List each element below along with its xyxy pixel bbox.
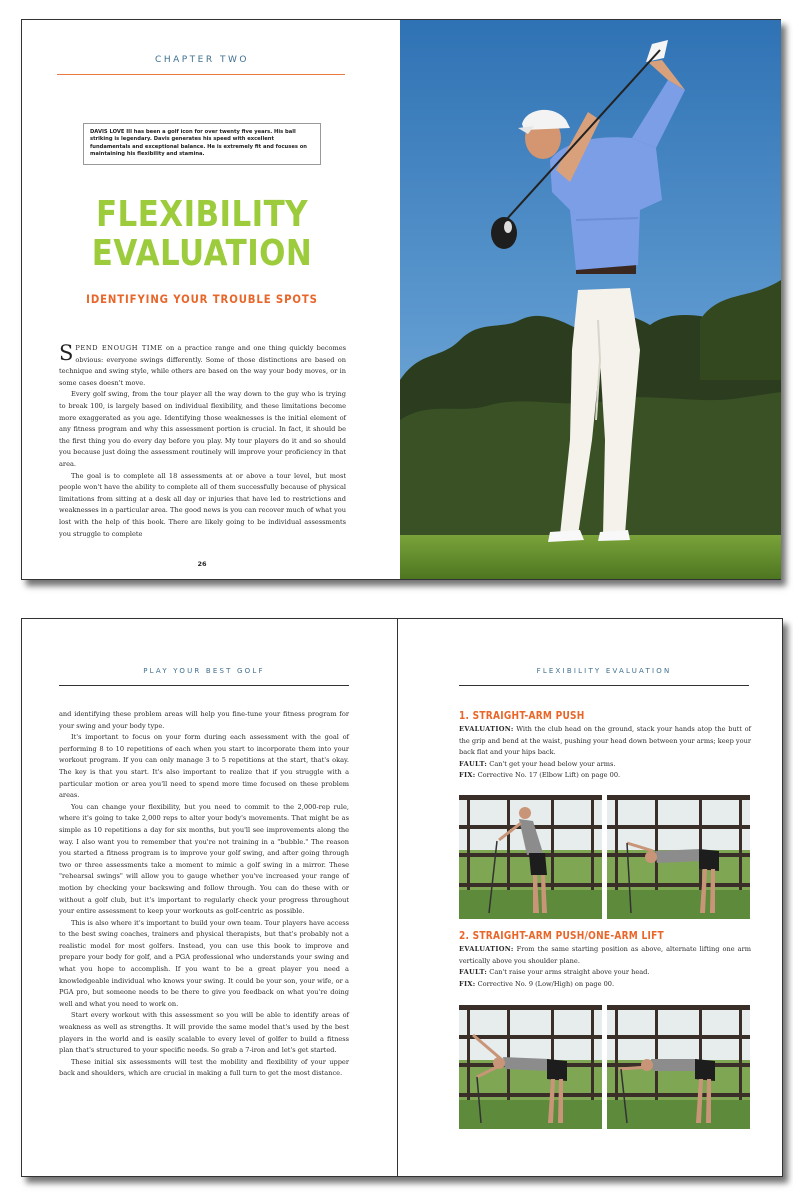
spread-exercise-pages — [21, 618, 783, 1177]
exercise-title: 1. STRAIGHT-ARM PUSH — [459, 710, 585, 722]
lead-in: PEND ENOUGH TIME — [75, 344, 163, 352]
fault-text — [459, 967, 751, 979]
evaluation-label: EVALUATION: — [459, 945, 514, 953]
chapter-title-line-1: FLEXIBILITY — [95, 194, 309, 235]
chapter-rule — [57, 74, 345, 75]
paragraph-text: on a practice range and one thing quickly becomes obvious: everyone swings differently. Some of those distinctions are based on technique and swing style, while others are based on the way your body moves, or in some cases doesn't move. — [59, 344, 346, 387]
paragraph: These initial six assessments will test the mobility and flexibility of your upper back and shoulders, which are crucial in making a full turn to get the most distance. — [59, 1057, 349, 1078]
exercise-1-photos — [459, 795, 751, 919]
paragraph: and identifying these problem areas will help you fine-tune your fitness program for your swing and your body type. — [59, 710, 349, 730]
intro-caption-box: DAVIS LOVE III has been a golf icon for over twenty five years. His ball striking is legendary. Davis generates his speed with excellent fundamentals and exceptional balance. He is extremely fit and focuses on maintaining his flexibility and stamina. — [83, 123, 321, 165]
chapter-label: CHAPTER TWO — [155, 55, 249, 65]
fault-label: FAULT: — [459, 968, 488, 977]
evaluation-body: From the same starting position as above, alternate lifting one arm vertically above you shoulder plane. — [459, 945, 751, 965]
exercise-title: 2. STRAIGHT-ARM PUSH/ONE-ARM LIFT — [459, 930, 664, 942]
paragraph: You can change your flexibility, but you need to commit to the 2,000-rep rule, where it's going to take 2,000 reps to alter your body's movements. That might be as simple as 10 repetitions a day for six months, but you'll see improvements along the way. I also want you to remember that you're not training in a "bubble." The reason you started a fitness program is to improve your golf swing, and after going through two or three assessments take a moment to mimic a golf swing in a mirror. These "rehearsal swings" will allow you to gauge whether you've increased your range of motion by checking your backswing and follow through. You can do these with or without a golf club, but it's important to regularly check your progress throughout your entire assessment to keep your workouts as golf-centric as possible. — [59, 802, 349, 916]
fault-body: Can't get your head below your arms. — [487, 759, 616, 768]
page-26-body — [59, 343, 346, 540]
fix-body: Corrective No. 17 (Elbow Lift) on page 00. — [475, 771, 621, 780]
header-rule-left — [59, 685, 349, 686]
drop-cap: S — [59, 341, 74, 365]
fix-text — [459, 979, 751, 991]
running-head-left: PLAY YOUR BEST GOLF — [143, 667, 265, 675]
gutter-line — [397, 619, 398, 1176]
fault-label: FAULT: — [459, 759, 488, 768]
paragraph: Start every workout with this assessment so you will be able to identify areas of weakness as well as strengths. It will provide the same model that's used by the best players in the world and is easily scalable to every level of golfer to build a fitness plan that's structured to your specific needs. So grab a 7-iron and let's get started. — [59, 1011, 349, 1055]
paragraph: Every golf swing, from the tour player all the way down to the guy who is trying to break 100, is largely based on individual flexibility, and these limitations become more exaggerated as you age. Identifying those weaknesses is the initial element of any fitness program and why this assessment portion is crucial. In fact, it should be the first thing you do every day before you play. My tour players do it and so should you because just doing the assessment routinely will improve your proficiency in that area. — [59, 390, 346, 468]
golfer-swing-image — [400, 20, 781, 579]
chapter-subtitle: IDENTIFYING YOUR TROUBLE SPOTS — [86, 292, 318, 306]
fault-body: Can't raise your arms straight above your head. — [487, 968, 650, 977]
exercise-1-photo-start — [459, 795, 602, 919]
paragraph: It's important to focus on your form during each assessment with the goal of performing 8 to 10 repetitions of each when you start to incorporate them into your workout program. If you can only manage 3 to 5 repetitions at the start, that's okay. The key is that you start. It's also important to realize that if you struggle with a particular motion or area you'll need to spend more time focused on these problem areas. — [59, 733, 349, 800]
fix-label: FIX: — [459, 771, 476, 780]
exercise-2-photo-left — [459, 1005, 602, 1129]
paragraph: This is also where it's important to build your own team. Tour players have access to the best swing coaches, trainers and physical therapists, but that's probably not a realistic model for most golfers. Instead, you can use this book to improve and prepare your body for golf, and a PGA professional who understands your swing and what you hope to accomplish. If you want to be a great player you need a knowledgeable individual who knows your swing. It could be your son, your wife, or a PGA pro, but someone needs to be there to give you feedback on what you're doing well and what you need to work on. — [59, 918, 349, 1008]
evaluation-body: With the club head on the ground, stack your hands atop the butt of the grip and bend at the waist, pushing your head down between your arms; keep your back flat and your hips back. — [459, 725, 751, 757]
left-page-body — [59, 709, 349, 1080]
paragraph: The goal is to complete all 18 assessments at or above a tour level, but most people won't have the ability to complete all of them successfully because of physical limitations from sitting at a desk all day or injuries that have led to restrictions and weaknesses in a particular area. The good news is you can recover much of what you lost with the help of this book. There are likely going to be individual assessments you struggle to complete — [59, 471, 346, 538]
exercise-2-photo-right — [607, 1005, 750, 1129]
spread-pages-26-27 — [21, 19, 781, 580]
header-rule-right — [459, 685, 749, 686]
fault-text — [459, 759, 751, 771]
running-head-right: FLEXIBILITY EVALUATION — [536, 667, 672, 675]
evaluation-text — [459, 724, 751, 759]
chapter-title-line-2: EVALUATION — [91, 232, 313, 274]
fix-body: Corrective No. 9 (Low/High) on page 00. — [475, 979, 615, 988]
exercise-1 — [459, 710, 751, 782]
paragraph — [59, 343, 346, 389]
chapter-title — [47, 196, 357, 273]
fix-label: FIX: — [459, 979, 476, 988]
fix-text — [459, 770, 751, 782]
evaluation-text — [459, 944, 751, 967]
golfer-photo — [400, 20, 781, 579]
exercise-2 — [459, 930, 751, 990]
page-number: 26 — [197, 560, 207, 568]
evaluation-label: EVALUATION: — [459, 725, 514, 733]
exercise-2-photos — [459, 1005, 751, 1129]
page-26 — [22, 20, 400, 579]
exercise-1-photo-end — [607, 795, 750, 919]
